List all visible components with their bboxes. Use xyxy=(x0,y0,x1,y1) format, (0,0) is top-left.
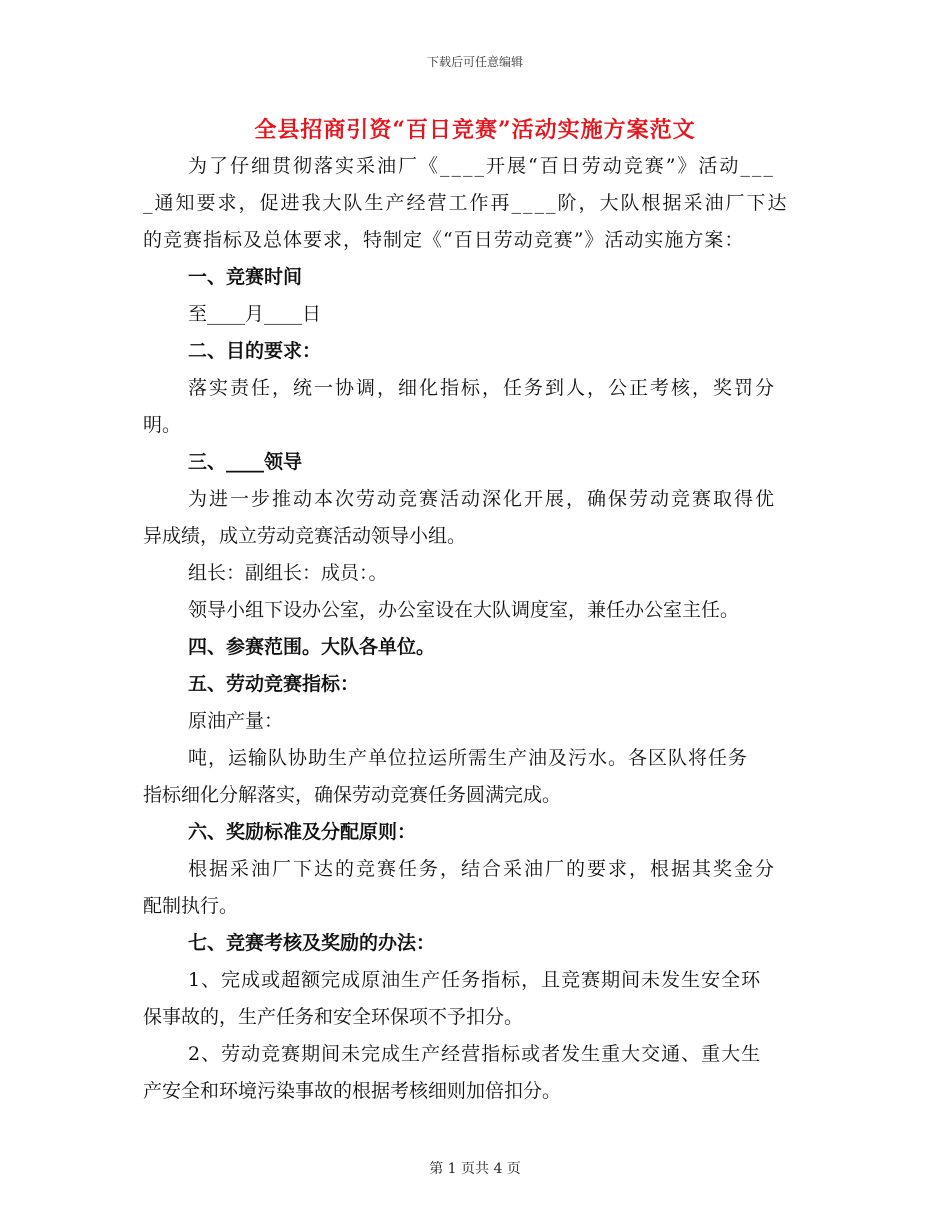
section-heading: 七、竞赛考核及奖励的办法： xyxy=(188,932,436,954)
paragraph-line: 配制执行。 xyxy=(143,895,239,917)
document-title: 全县招商引资“百日竞赛”活动实施方案范文 xyxy=(254,117,696,143)
page-header: 下载后可任意编辑 xyxy=(426,55,523,69)
paragraph-line: 为进一步推动本次劳动竞赛活动深化开展，确保劳动竞赛取得优 xyxy=(188,488,777,510)
paragraph-line: 至____月____日 xyxy=(188,303,322,325)
section-heading: 三、____领导 xyxy=(188,451,303,473)
paragraph-line: 原油产量： xyxy=(188,710,284,732)
paragraph-line: 2、劳动竞赛期间未完成生产经营指标或者发生重大交通、重大生 xyxy=(188,1043,762,1065)
paragraph-line: 为了仔细贯彻落实采油厂《____开展“百日劳动竞赛”》活动___ xyxy=(188,155,775,177)
paragraph-line: 的竞赛指标及总体要求，特制定《“百日劳动竞赛”》活动实施方案： xyxy=(143,229,745,251)
paragraph-line: 异成绩，成立劳动竞赛活动领导小组。 xyxy=(143,525,467,547)
paragraph-line: 保事故的，生产任务和安全环保项不予扣分。 xyxy=(143,1006,524,1028)
section-heading: 六、奖励标准及分配原则： xyxy=(188,821,417,843)
paragraph-line: 1、完成或超额完成原油生产任务指标，且竞赛期间未发生安全环 xyxy=(188,969,762,991)
paragraph-line: 组长：副组长：成员：。 xyxy=(188,562,388,584)
paragraph-line: _通知要求，促进我大队生产经营工作再____阶，大队根据采油厂下达 xyxy=(143,192,789,214)
paragraph-line: 落实责任，统一协调，细化指标，任务到人，公正考核，奖罚分 xyxy=(188,377,777,399)
document-body xyxy=(143,148,807,1110)
page-footer: 第 1 页共 4 页 xyxy=(429,1161,521,1177)
section-heading: 四、参赛范围。大队各单位。 xyxy=(188,636,436,658)
paragraph-line: 吨，运输队协助生产单位拉运所需生产油及污水。各区队将任务 xyxy=(188,747,749,769)
paragraph-line: 指标细化分解落实，确保劳动竞赛任务圆满完成。 xyxy=(143,784,562,806)
paragraph-line: 产安全和环境污染事故的根据考核细则加倍扣分。 xyxy=(143,1080,562,1102)
section-heading: 一、竞赛时间 xyxy=(188,266,303,288)
paragraph-line: 领导小组下设办公室，办公室设在大队调度室，兼任办公室主任。 xyxy=(188,599,740,621)
paragraph-line: 明。 xyxy=(143,414,182,436)
section-heading: 二、目的要求： xyxy=(188,340,322,362)
section-heading: 五、劳动竞赛指标： xyxy=(188,673,360,695)
paragraph-line: 根据采油厂下达的竞赛任务，结合采油厂的要求，根据其奖金分 xyxy=(188,858,777,880)
